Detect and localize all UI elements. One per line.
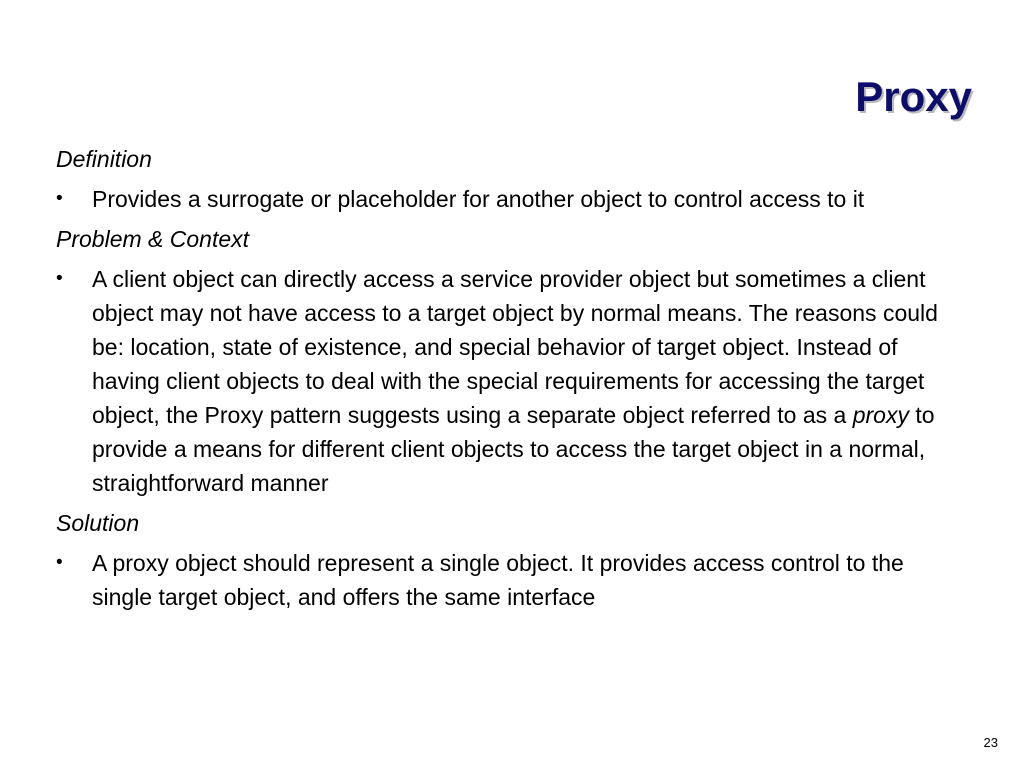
definition-bullet-text: Provides a surrogate or placeholder for another object to control access to it: [92, 186, 865, 212]
problem-context-text-part1: A client object can directly access a service provider object but sometimes a client object may not have access to a target object by normal means. The reasons could be: location, state of existence, and special behavior of target object. Instead of having client objects to deal with the special requirements for accessing the target object, the Proxy pattern suggests using a separate object referred to as a: [92, 266, 938, 428]
page-number: 23: [983, 735, 998, 750]
problem-context-heading: Problem & Context: [56, 226, 250, 252]
problem-context-bullet: [56, 262, 966, 500]
slide-content: [56, 142, 966, 620]
definition-bullet: [56, 182, 966, 216]
solution-bullet-text: A proxy object should represent a single object. It provides access control to the single target object, and offers the same interface: [92, 550, 904, 610]
proxy-emphasis: proxy: [852, 402, 909, 428]
definition-heading: Definition: [56, 146, 152, 172]
solution-bullet: [56, 546, 966, 614]
bullet-icon: •: [56, 188, 63, 209]
bullet-icon: •: [56, 268, 63, 289]
bullet-icon: •: [56, 552, 63, 573]
slide-title: Proxy: [855, 73, 972, 120]
solution-heading: Solution: [56, 510, 140, 536]
problem-context-text-part2: to provide a means for different client objects to access the target object in a normal, straightforward manner: [92, 402, 935, 496]
